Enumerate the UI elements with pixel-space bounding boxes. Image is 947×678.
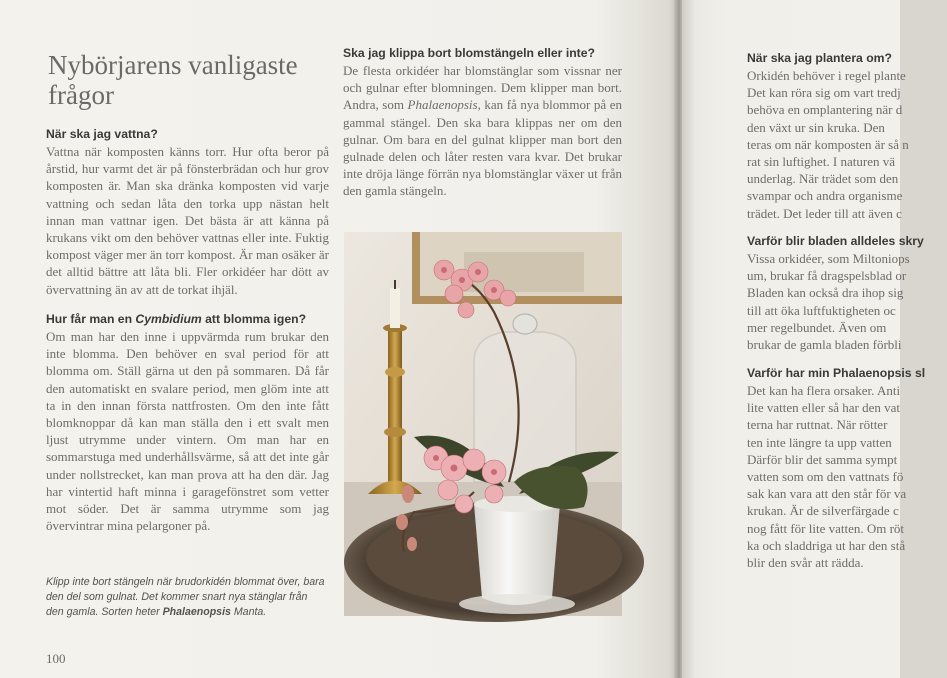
section-body: De flesta orkidéer har blomstänglar som vissnar ner och gulnar efter blomningen. Dem klipper man bort. Andra, som Phalaenopsis, kan få nya blommor på en gammal stängel. Den ska bara klippas ner om den gulnar. Om bara en del gulnat klipper man bort den gulnade delen och låter resten vara kvar. Det brukar inte dröja länge förrän nya blomstänglar växer ut från den gamla stängeln. [343, 63, 622, 199]
text-line: rat sin luftighet. I naturen vä [747, 154, 896, 170]
section-heading: När ska jag plantera om? [747, 51, 892, 65]
section-cymbidium [46, 312, 329, 534]
text-line: brukar de gamla bladen förbli [747, 337, 902, 353]
text-line: lite vatten eller så har den vat [747, 400, 901, 416]
text-line: Orkidén behöver i regel plante [747, 68, 906, 83]
text-line: sak kan vara att den står för va [747, 486, 907, 502]
text-line: teras om när komposten är så n [747, 136, 909, 152]
orchid-photo [344, 232, 622, 616]
text-line: krukan. Är de silverfärgade c [747, 503, 899, 519]
orchid-illustration [344, 232, 622, 616]
section-stem-cutting [343, 46, 622, 200]
section-heading: Ska jag klippa bort blomstängeln eller inte? [343, 46, 595, 60]
section-heading: Varför blir bladen alldeles skry [747, 234, 924, 248]
page-title: Nybörjarens vanligaste frågor [48, 50, 298, 110]
text-line: vatten som om den vattnats fö [747, 469, 904, 485]
section-repotting [747, 51, 947, 222]
text-line: ka och sladdriga ut har den stå [747, 537, 906, 553]
section-body: Vattna när komposten känns torr. Hur ofta beror på årstid, hur varmt det är på fönsterbrädan och hur grov komposten är. Man ska dränka komposten vid varje vattning och sedan låta den torka upp nästan helt innan man vattnar igen. Det bästa är att känna på krukans vikt om den behöver vattnas eller inte. Fuktig kompost väger mer än torr kompost. Är man osäker är det alltid bättre att låta bli. Fler orkidéer har dött av övervattning än av att de torkat ihjäl. [46, 144, 329, 297]
text-line: um, brukar få dragspelsblad or [747, 268, 907, 284]
text-line: blir den svår att rädda. [747, 555, 864, 571]
page-number: 100 [46, 651, 66, 666]
section-watering [46, 127, 329, 298]
section-phalaenopsis-issue [747, 366, 947, 571]
text-line: Vissa orkidéer, som Miltoniops [747, 251, 910, 266]
section-heading: Varför har min Phalaenopsis sl [747, 366, 926, 380]
text-line: Det kan ha flera orsaker. Anti [747, 383, 901, 398]
section-heading: Hur får man en Cymbidium att blomma igen? [46, 312, 307, 326]
photo-caption: Klipp inte bort stängeln när brudorkidén blommat över, bara den del som gulnat. Det kommer snart nya stänglar från den gamla. Sorten heter Phalaenopsis Manta. [46, 576, 325, 618]
text-line: terna har ruttnat. När rötter [747, 417, 888, 433]
text-line: Bladen kan också dra ihop sig [747, 285, 904, 301]
text-line: den växt ur sin kruka. Den [747, 119, 885, 135]
text-line: till att öka luftfuktigheten oc [747, 302, 896, 318]
section-heading: När ska jag vattna? [46, 127, 158, 141]
text-line: underlag. När trädet som den [747, 171, 899, 187]
text-line: behöva en omplantering när d [747, 102, 903, 118]
text-line: Därför blir det samma sympt [747, 451, 898, 467]
text-line: trädet. Det leder till att även c [747, 205, 902, 221]
text-line: Det kan röra sig om vart tredj [747, 85, 901, 101]
section-wrinkled-leaves [747, 234, 947, 353]
section-body: Om man har den inne i uppvärmda rum brukar den inte blomma. Den behöver en sval period för att blomma om. Ställ gärna ut den på sommaren. Då får den automatiskt en svalare period, men glöm inte att ta in den innan första nattfrosten. Om den inte fått blomknoppar då kan man ställa den i ett svalt men ljust utrymme under vintern. Om man har en sommarstuga med underhållsvärme, så att det inte går under nollstrecket, kan man prova att ha den där. Jag har vintertid haft minna i garagefönstret som vetter mot söder. Det är samma utrymme som jag övervintrar mina pelargoner på. [46, 329, 329, 534]
text-line: mer regelbundet. Även om [747, 319, 887, 335]
text-line: nog fått för lite vatten. Om röt [747, 520, 905, 536]
text-line: svampar och andra organisme [747, 188, 903, 204]
text-line: ten inte längre ta upp vatten [747, 434, 892, 450]
